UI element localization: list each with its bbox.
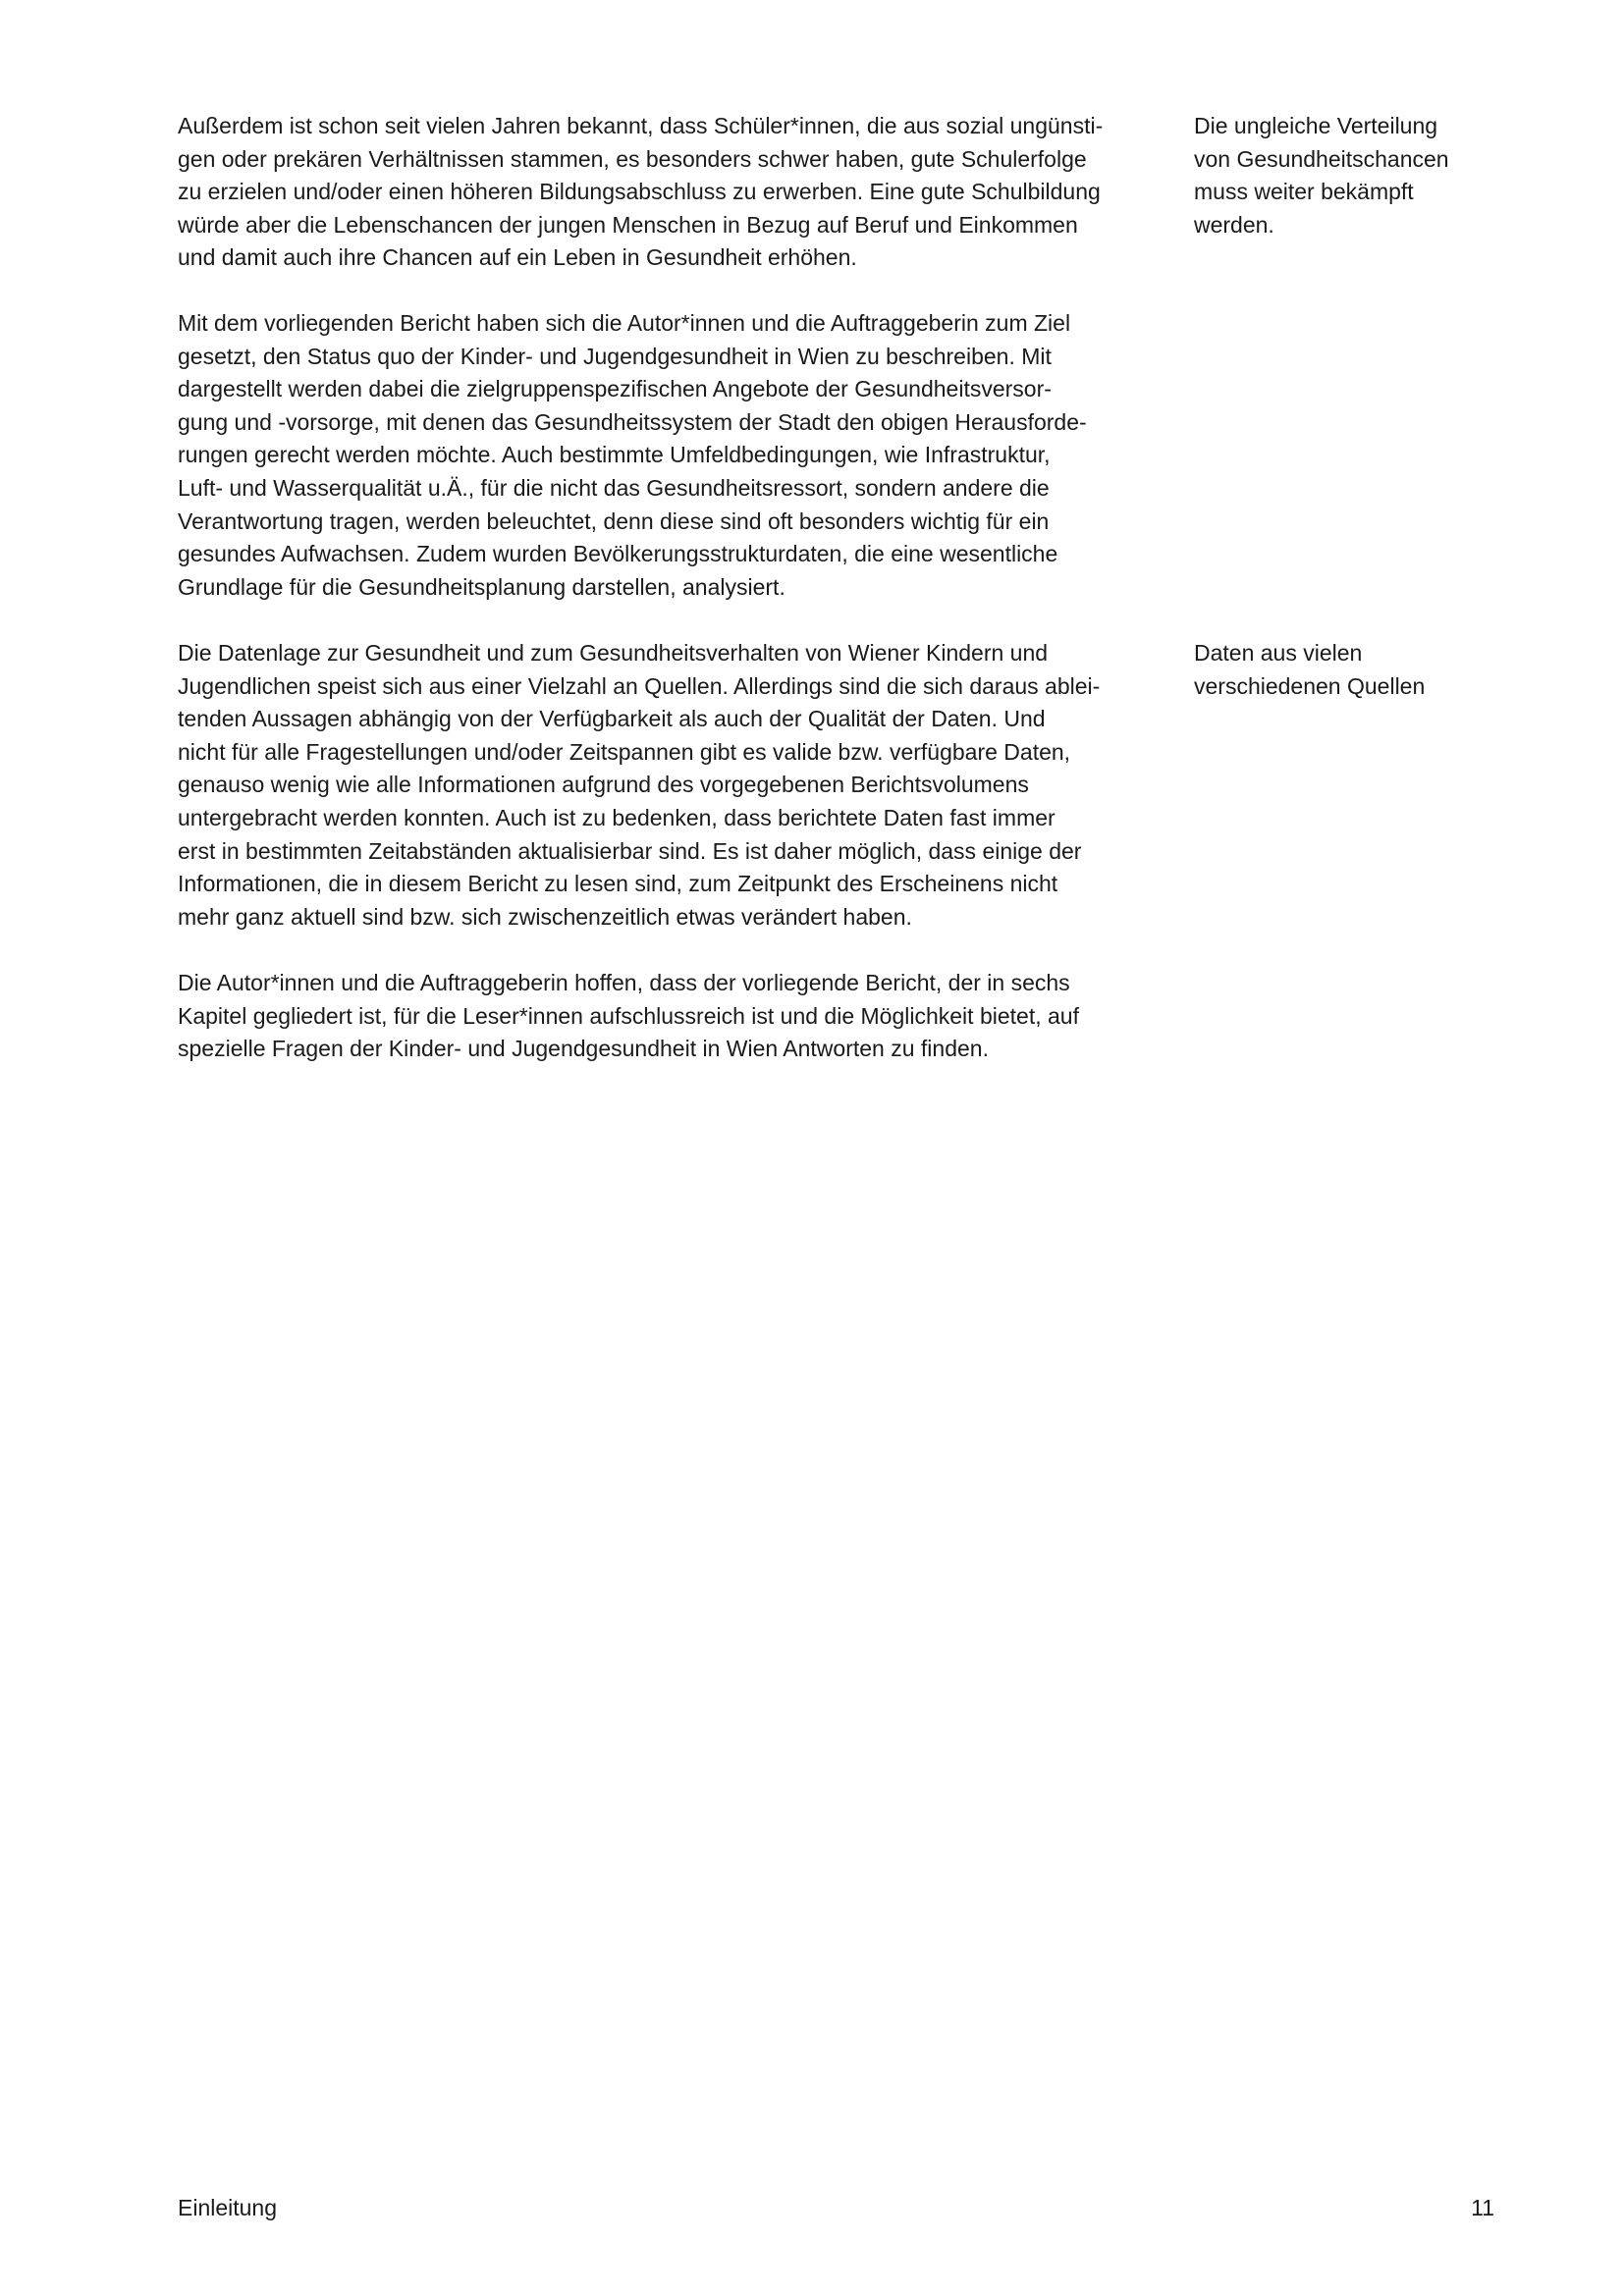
margin-note-health-inequality: Die ungleiche Verteilung von Gesundheitschancen muss weiter bekämpft werden. (1194, 113, 1449, 238)
margin-note-data-sources: Daten aus vielen verschiedenen Quellen (1194, 640, 1426, 699)
paragraph-social-disadvantage: Außerdem ist schon seit vielen Jahren bekannt, dass Schüler*innen, die aus sozial ungünsti- gen oder prekären Verhältnissen stammen, es besonders schwer haben, gute Schulerfolge zu erzielen und/oder einen höheren Bildungsabschluss zu erwerben. Eine gute Schulbildung würde aber die Lebenschancen der jungen Menschen in Bezug auf Beruf und Einkommen und damit auch ihre Chancen auf ein Leben in Gesundheit erhöhen. (178, 113, 1104, 271)
footer-page-number: 11 (1471, 2195, 1494, 2220)
paragraph-data-sources: Die Datenlage zur Gesundheit und zum Gesundheitsverhalten von Wiener Kindern und Jugendlichen speist sich aus einer Vielzahl an Quellen. Allerdings sind die sich daraus ablei- tenden Aussagen abhängig von der Verfügbarkeit als auch der Qualität der Daten. Und nicht für alle Fragestellungen und/oder Zeitspannen gibt es valide bzw. verfügbare Daten, genauso wenig wie alle Informationen aufgrund des vorgegebenen Berichtsvolumens untergebracht werden konnten. Auch ist zu bedenken, dass berichtete Daten fast immer erst in bestimmten Zeitabständen aktualisierbar sind. Es ist daher möglich, dass einige der Informationen, die in diesem Bericht zu lesen sind, zum Zeitpunkt des Erscheinens nicht mehr ganz aktuell sind bzw. sich zwischenzeitlich etwas verändert haben. (178, 640, 1101, 930)
paragraph-report-goals: Mit dem vorliegenden Bericht haben sich die Autor*innen und die Auftraggeberin zum Ziel gesetzt, den Status quo der Kinder- und Jugendgesundheit in Wien zu beschreiben. Mit dargestellt werden dabei die zielgruppenspezifischen Angebote der Gesundheitsversor- gung und -vorsorge, mit denen das Gesundheitssystem der Stadt den obigen Herausforde- rungen gerecht werden möchte. Auch bestimmte Umfeldbedingungen, wie Infrastruktur, Luft- und Wasserqualität u.Ä., für die nicht das Gesundheitsressort, sondern andere die Verantwortung tragen, werden beleuchtet, denn diese sind oft besonders wichtig für ein gesundes Aufwachsen. Zudem wurden Bevölkerungsstrukturdaten, die eine wesentliche Grundlage für die Gesundheitsplanung darstellen, analysiert. (178, 310, 1087, 600)
paragraph-closing: Die Autor*innen und die Auftraggeberin hoffen, dass der vorliegende Bericht, der in sechs Kapitel gegliedert ist, für die Leser*innen aufschlussreich ist und die Möglichkeit bietet, auf spezielle Fragen der Kinder- und Jugendgesundheit in Wien Antworten zu finden. (178, 970, 1079, 1062)
footer-section-title: Einleitung (178, 2195, 278, 2220)
